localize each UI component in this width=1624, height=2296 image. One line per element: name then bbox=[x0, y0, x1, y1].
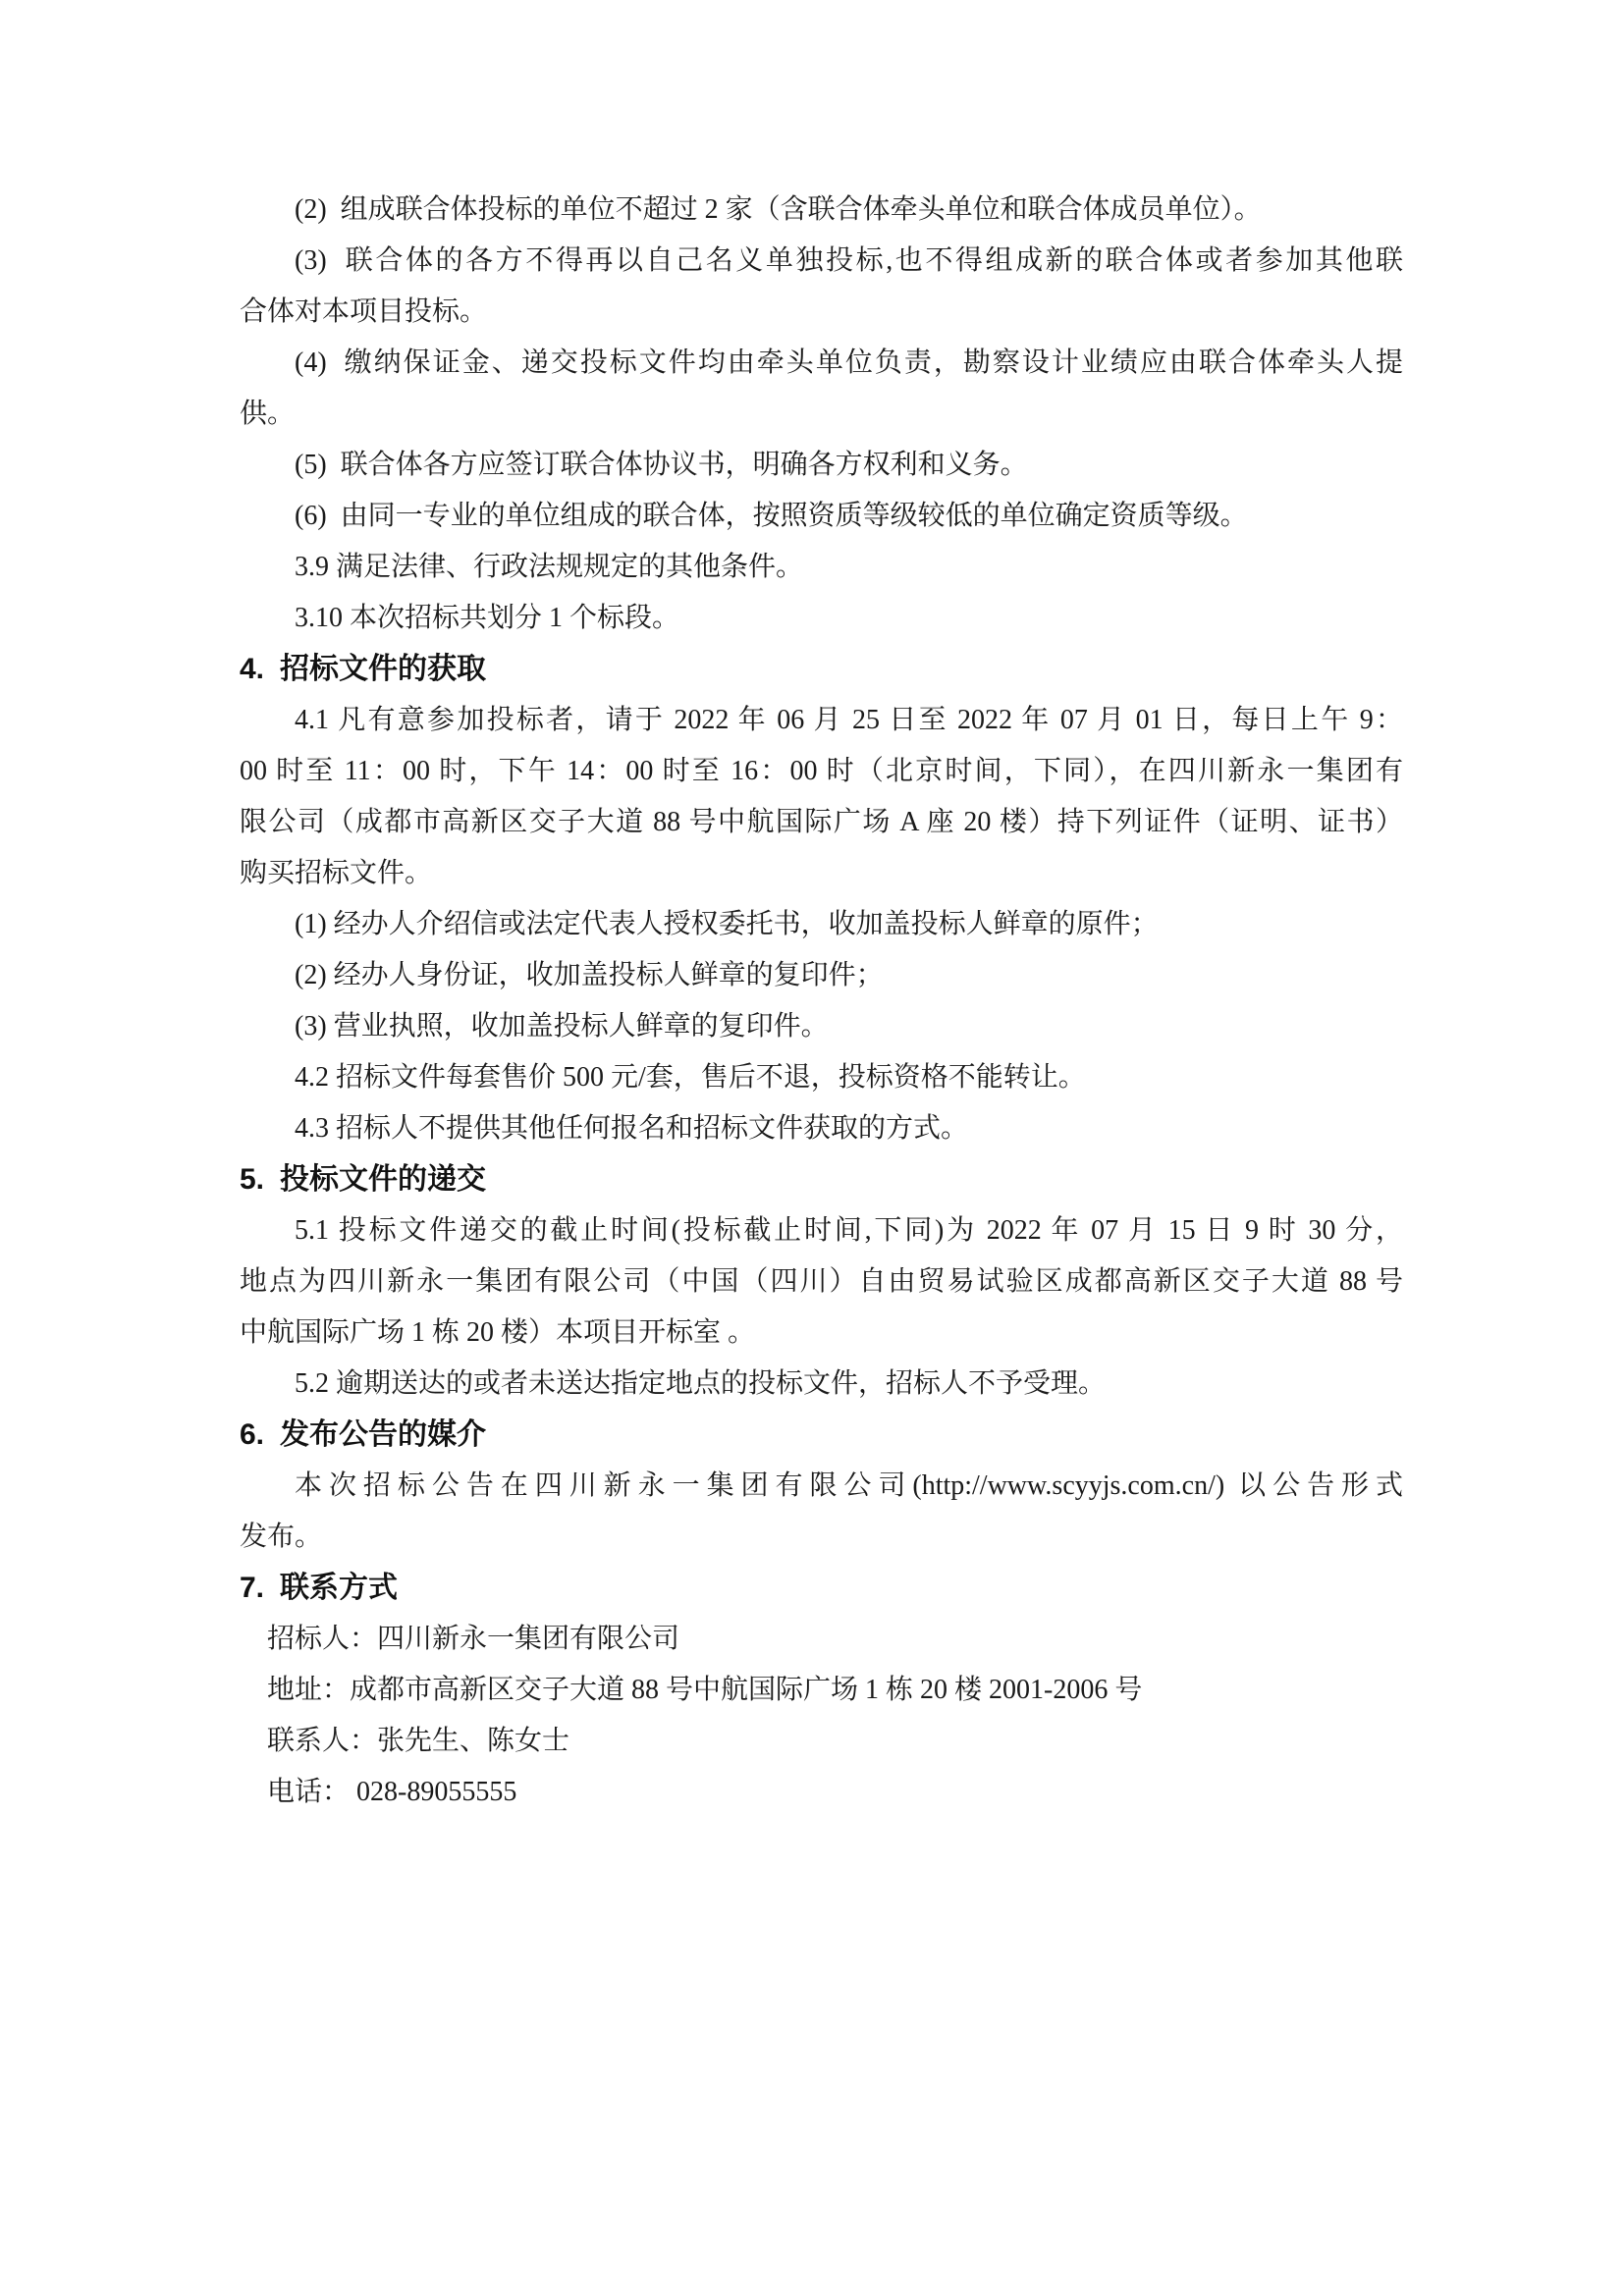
section-heading-title: 投标文件的递交 bbox=[280, 1163, 487, 1196]
document-line: 限公司（成都市高新区交子大道 88 号中航国际广场 A 座 20 楼）持下列证件（证明、证书） bbox=[240, 807, 1403, 837]
document-line: 联系人：张先生、陈女士 bbox=[267, 1726, 570, 1756]
document-body bbox=[240, 185, 1403, 1818]
document-line: (2) 经办人身份证，收加盖投标人鲜章的复印件； bbox=[295, 960, 884, 990]
section-heading-number: 7. bbox=[240, 1572, 265, 1604]
document-line: 供。 bbox=[240, 399, 296, 429]
document-line: (5) 联合体各方应签订联合体协议书，明确各方权利和义务。 bbox=[295, 450, 1028, 480]
section-heading bbox=[240, 1410, 1403, 1461]
section-heading-number: 4. bbox=[240, 653, 265, 685]
document-line: 地点为四川新永一集团有限公司（中国（四川）自由贸易试验区成都高新区交子大道 88 号 bbox=[240, 1266, 1403, 1297]
document-line: 5.1 投标文件递交的截止时间(投标截止时间,下同)为 2022 年 07 月 15 日 9 时 30 分， bbox=[295, 1215, 1403, 1246]
section-heading-number: 6. bbox=[240, 1418, 265, 1451]
section-heading bbox=[240, 1154, 1403, 1205]
document-line: 00 时至 11：00 时，下午 14：00 时至 16：00 时（北京时间，下同），在四川新永一集团有 bbox=[240, 756, 1403, 786]
document-line: 4.1 凡有意参加投标者，请于 2022 年 06 月 25 日至 2022 年 07 月 01 日，每日上午 9： bbox=[295, 705, 1403, 735]
document-line: 中航国际广场 1 栋 20 楼）本项目开标室 。 bbox=[240, 1317, 756, 1348]
document-line: 合体对本项目投标。 bbox=[240, 296, 488, 327]
document-line: 地址：成都市高新区交子大道 88 号中航国际广场 1 栋 20 楼 2001-2006 号 bbox=[267, 1675, 1143, 1705]
section-heading-title: 联系方式 bbox=[280, 1572, 399, 1604]
section-heading-title: 发布公告的媒介 bbox=[280, 1418, 487, 1451]
document-line: 5.2 逾期送达的或者未送达指定地点的投标文件，招标人不予受理。 bbox=[295, 1368, 1107, 1399]
section-heading bbox=[240, 1563, 1403, 1614]
document-line: 电话： 028-89055555 bbox=[267, 1777, 517, 1807]
document-line: 4.2 招标文件每套售价 500 元/套，售后不退，投标资格不能转让。 bbox=[295, 1062, 1086, 1093]
document-line: 3.9 满足法律、行政法规规定的其他条件。 bbox=[295, 552, 804, 582]
document-line: 招标人：四川新永一集团有限公司 bbox=[267, 1624, 680, 1654]
section-heading-number: 5. bbox=[240, 1163, 265, 1196]
document-line: 4.3 招标人不提供其他任何报名和招标文件获取的方式。 bbox=[295, 1113, 969, 1144]
document-line: (6) 由同一专业的单位组成的联合体，按照资质等级较低的单位确定资质等级。 bbox=[295, 501, 1248, 531]
section-heading-title: 招标文件的获取 bbox=[280, 653, 487, 685]
document-line: (3) 联合体的各方不得再以自己名义单独投标,也不得组成新的联合体或者参加其他联 bbox=[295, 245, 1403, 276]
document-line: 3.10 本次招标共划分 1 个标段。 bbox=[295, 603, 680, 633]
document-line: (3) 营业执照，收加盖投标人鲜章的复印件。 bbox=[295, 1011, 829, 1041]
document-line: 本次招标公告在四川新永一集团有限公司(http://www.scyyjs.com.cn/) 以公告形式 bbox=[295, 1470, 1403, 1501]
document-line: 购买招标文件。 bbox=[240, 858, 433, 888]
section-heading bbox=[240, 644, 1403, 695]
document-line: 发布。 bbox=[240, 1522, 323, 1552]
document-line: (2) 组成联合体投标的单位不超过 2 家（含联合体牵头单位和联合体成员单位）。 bbox=[295, 194, 1262, 225]
document-line: (4) 缴纳保证金、递交投标文件均由牵头单位负责，勘察设计业绩应由联合体牵头人提 bbox=[295, 347, 1403, 378]
document-line: (1) 经办人介绍信或法定代表人授权委托书，收加盖投标人鲜章的原件； bbox=[295, 909, 1159, 939]
